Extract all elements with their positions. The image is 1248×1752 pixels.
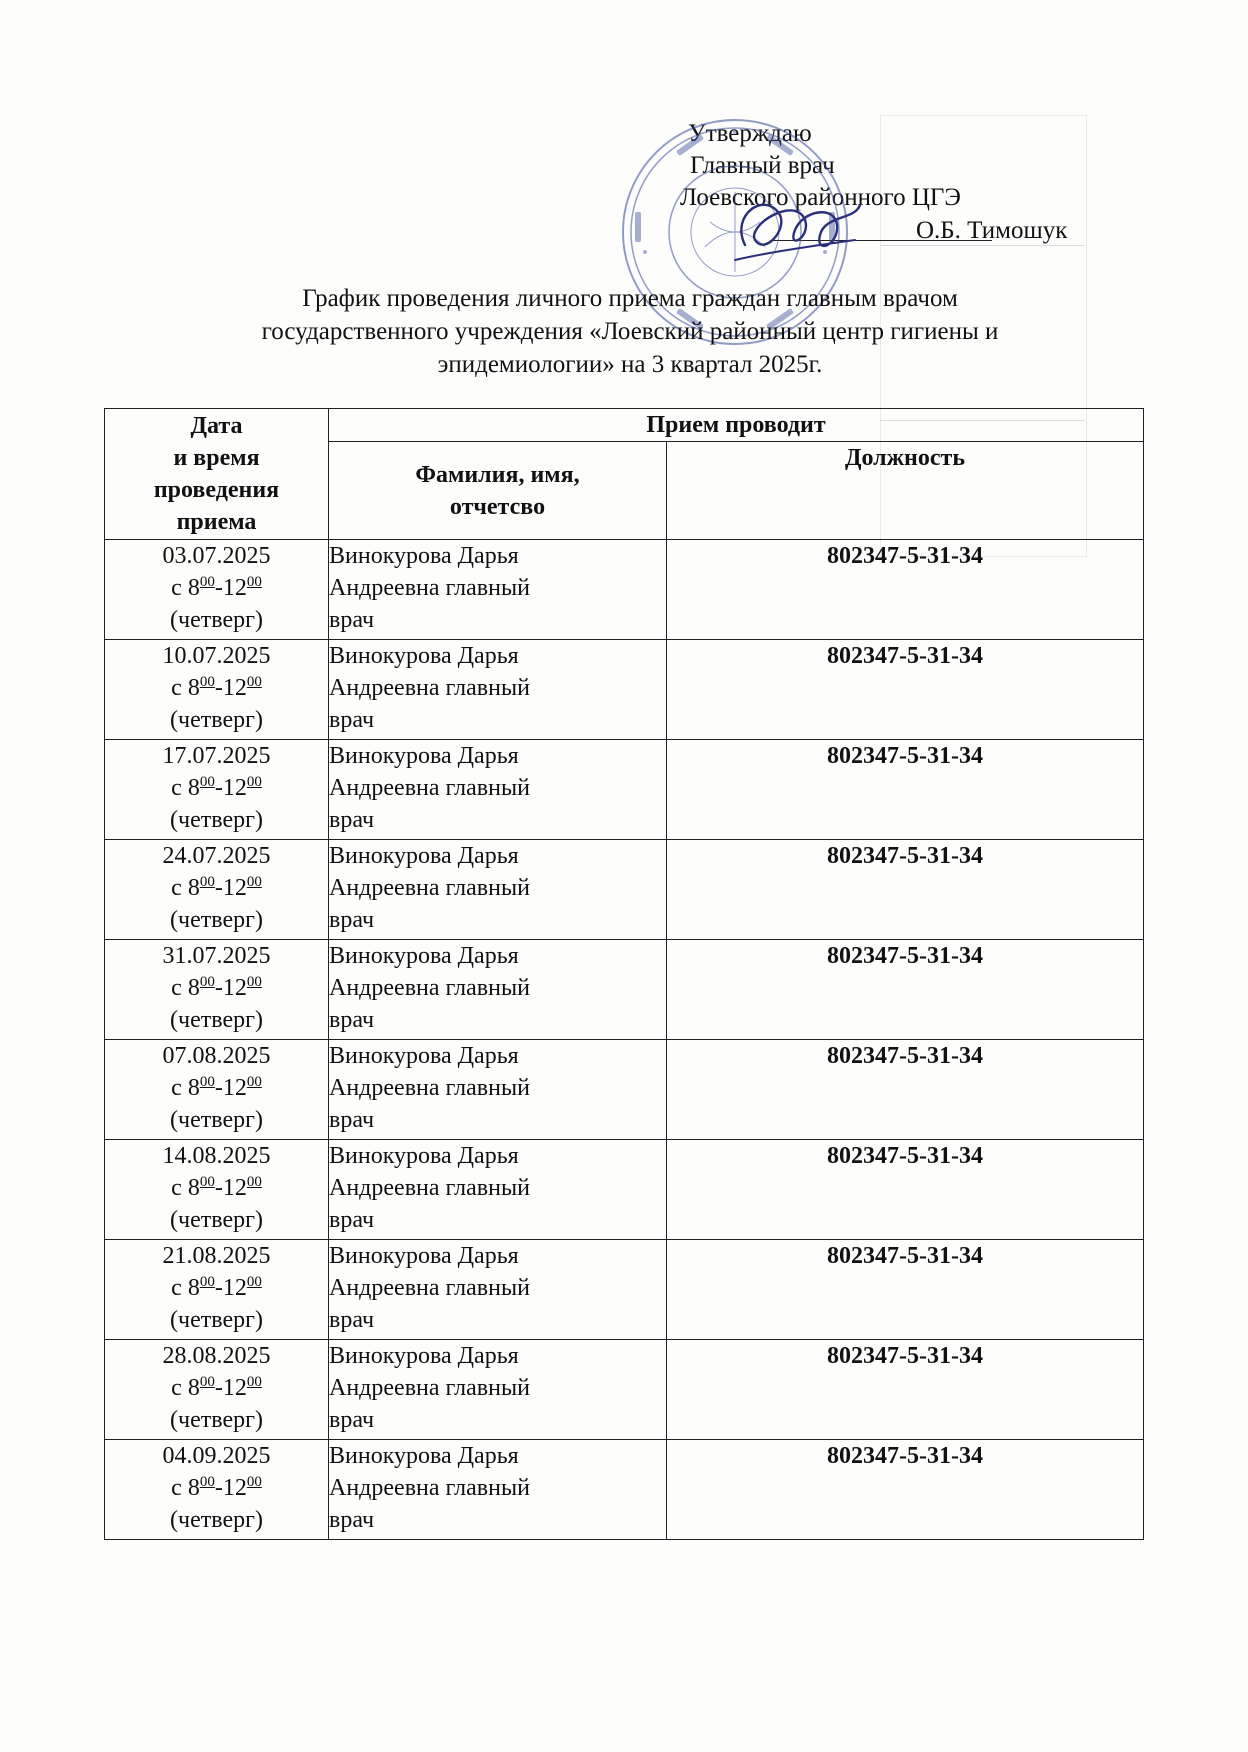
- row-name-line: Андреевна главный: [329, 1375, 530, 1401]
- row-name-line: Андреевна главный: [329, 975, 530, 1001]
- row-name-line: врач: [329, 1207, 375, 1233]
- row-date: 17.07.2025: [162, 743, 271, 769]
- time-end: -12: [214, 1075, 247, 1101]
- time-end-minutes: 00: [246, 1474, 262, 1490]
- date-cell: [105, 1440, 329, 1540]
- row-phone: 802347-5-31-34: [827, 543, 983, 569]
- time-end-minutes: 00: [246, 974, 262, 990]
- phone-cell: [667, 640, 1144, 740]
- row-day: (четверг): [170, 1207, 263, 1233]
- table-row: [105, 740, 1144, 840]
- row-name-line: Винокурова Дарья: [329, 943, 519, 969]
- title-line: эпидемиологии» на 3 квартал 2025г.: [437, 351, 823, 378]
- row-name-line: Винокурова Дарья: [329, 743, 519, 769]
- row-name-line: Андреевна главный: [329, 1075, 530, 1101]
- row-name-line: врач: [329, 1107, 375, 1133]
- row-name-line: Андреевна главный: [329, 1275, 530, 1301]
- name-cell: [329, 540, 667, 640]
- time-end: -12: [214, 675, 247, 701]
- time-end-minutes: 00: [246, 1074, 262, 1090]
- time-start-minutes: 00: [199, 674, 215, 690]
- header-name-line: отчетсво: [449, 493, 546, 520]
- time-end: -12: [214, 1375, 247, 1401]
- time-end-minutes: 00: [246, 1374, 262, 1390]
- row-date: 04.09.2025: [162, 1443, 271, 1469]
- row-name-line: врач: [329, 1507, 375, 1533]
- header-group: Прием проводит: [329, 409, 1144, 442]
- title-line: График проведения личного приема граждан главным врачом: [302, 285, 958, 312]
- name-cell: [329, 1340, 667, 1440]
- row-name-line: врач: [329, 907, 375, 933]
- name-cell: [329, 1040, 667, 1140]
- row-name-line: врач: [329, 1307, 375, 1333]
- table-row: [105, 640, 1144, 740]
- time-start-minutes: 00: [199, 1374, 215, 1390]
- row-time: [105, 1272, 328, 1304]
- header-date-line: Дата: [190, 413, 243, 439]
- name-cell: [329, 640, 667, 740]
- time-start: с 8: [171, 1475, 200, 1501]
- date-cell: [105, 940, 329, 1040]
- header-date-line: и время: [173, 445, 260, 471]
- time-end-minutes: 00: [246, 774, 262, 790]
- phone-cell: [667, 1240, 1144, 1340]
- row-date: 07.08.2025: [162, 1043, 271, 1069]
- time-start-minutes: 00: [199, 574, 215, 590]
- row-name-line: Винокурова Дарья: [329, 543, 519, 569]
- time-end: -12: [214, 575, 247, 601]
- date-cell: [105, 1040, 329, 1140]
- time-start: с 8: [171, 1275, 200, 1301]
- row-name-line: врач: [329, 607, 375, 633]
- row-name-line: Винокурова Дарья: [329, 1143, 519, 1169]
- phone-cell: [667, 540, 1144, 640]
- time-end: -12: [214, 975, 247, 1001]
- phone-cell: [667, 1340, 1144, 1440]
- row-phone: 802347-5-31-34: [827, 743, 983, 769]
- time-start-minutes: 00: [199, 1074, 215, 1090]
- row-name-line: Винокурова Дарья: [329, 1443, 519, 1469]
- phone-cell: [667, 940, 1144, 1040]
- date-cell: [105, 1140, 329, 1240]
- row-day: (четверг): [170, 1407, 263, 1433]
- time-start: с 8: [171, 1375, 200, 1401]
- row-phone: 802347-5-31-34: [827, 1043, 983, 1069]
- table-row: [105, 1040, 1144, 1140]
- name-cell: [329, 1240, 667, 1340]
- date-cell: [105, 640, 329, 740]
- row-name-line: Андреевна главный: [329, 675, 530, 701]
- header-name-line: Фамилия, имя,: [415, 461, 580, 488]
- approval-signatory: О.Б. Тимошук: [916, 217, 1068, 244]
- time-start: с 8: [171, 1175, 200, 1201]
- time-start-minutes: 00: [199, 1474, 215, 1490]
- time-end-minutes: 00: [246, 674, 262, 690]
- row-day: (четверг): [170, 707, 263, 733]
- time-end: -12: [214, 1475, 247, 1501]
- phone-cell: [667, 840, 1144, 940]
- time-end: -12: [214, 1275, 247, 1301]
- row-date: 14.08.2025: [162, 1143, 271, 1169]
- name-cell: [329, 740, 667, 840]
- date-cell: [105, 1340, 329, 1440]
- time-start: с 8: [171, 575, 200, 601]
- handwritten-signature-icon: [725, 185, 865, 275]
- date-cell: [105, 740, 329, 840]
- row-time: [105, 1372, 328, 1404]
- row-name-line: Андреевна главный: [329, 1175, 530, 1201]
- time-end-minutes: 00: [246, 874, 262, 890]
- table-row: [105, 840, 1144, 940]
- row-time: [105, 1472, 328, 1504]
- document-title: [130, 282, 1130, 381]
- name-cell: [329, 1140, 667, 1240]
- table-row: [105, 540, 1144, 640]
- time-end: -12: [214, 875, 247, 901]
- approval-position: Главный врач: [690, 152, 835, 179]
- schedule-rows: [105, 540, 1144, 1540]
- time-start: с 8: [171, 675, 200, 701]
- time-start-minutes: 00: [199, 874, 215, 890]
- row-name-line: Винокурова Дарья: [329, 1043, 519, 1069]
- row-name-line: Андреевна главный: [329, 875, 530, 901]
- table-row: [105, 1440, 1144, 1540]
- date-cell: [105, 840, 329, 940]
- row-day: (четверг): [170, 807, 263, 833]
- row-name-line: врач: [329, 807, 375, 833]
- row-name-line: Винокурова Дарья: [329, 1243, 519, 1269]
- time-start: с 8: [171, 1075, 200, 1101]
- phone-cell: [667, 1040, 1144, 1140]
- row-day: (четверг): [170, 907, 263, 933]
- row-phone: 802347-5-31-34: [827, 1443, 983, 1469]
- row-name-line: Андреевна главный: [329, 775, 530, 801]
- row-phone: 802347-5-31-34: [827, 843, 983, 869]
- date-cell: [105, 1240, 329, 1340]
- row-time: [105, 972, 328, 1004]
- header-date-line: проведения: [153, 477, 280, 503]
- approval-organization: Лоевского районного ЦГЭ: [680, 184, 961, 211]
- table-row: [105, 1240, 1144, 1340]
- time-end: -12: [214, 775, 247, 801]
- row-phone: 802347-5-31-34: [827, 1343, 983, 1369]
- row-name-line: Андреевна главный: [329, 1475, 530, 1501]
- name-cell: [329, 940, 667, 1040]
- row-date: 10.07.2025: [162, 643, 271, 669]
- row-time: [105, 1172, 328, 1204]
- time-start-minutes: 00: [199, 974, 215, 990]
- header-name: [329, 442, 667, 540]
- row-name-line: врач: [329, 1007, 375, 1033]
- title-line: государственного учреждения «Лоевский районный центр гигиены и: [261, 318, 999, 345]
- time-start: с 8: [171, 775, 200, 801]
- phone-cell: [667, 1440, 1144, 1540]
- row-date: 24.07.2025: [162, 843, 271, 869]
- row-name-line: Винокурова Дарья: [329, 1343, 519, 1369]
- time-start-minutes: 00: [199, 1274, 215, 1290]
- row-time: [105, 672, 328, 704]
- row-phone: 802347-5-31-34: [827, 943, 983, 969]
- row-date: 21.08.2025: [162, 1243, 271, 1269]
- phone-cell: [667, 740, 1144, 840]
- header-position: Должность: [667, 442, 1144, 540]
- name-cell: [329, 1440, 667, 1540]
- row-day: (четверг): [170, 1007, 263, 1033]
- time-start: с 8: [171, 975, 200, 1001]
- table-row: [105, 1140, 1144, 1240]
- table-row: [105, 1340, 1144, 1440]
- row-time: [105, 872, 328, 904]
- approval-approve: Утверждаю: [688, 120, 812, 147]
- time-start-minutes: 00: [199, 774, 215, 790]
- time-end: -12: [214, 1175, 247, 1201]
- time-end-minutes: 00: [246, 574, 262, 590]
- row-name-line: Винокурова Дарья: [329, 643, 519, 669]
- row-phone: 802347-5-31-34: [827, 1243, 983, 1269]
- row-day: (четверг): [170, 607, 263, 633]
- header-date-line: приема: [176, 509, 257, 535]
- schedule-table: [104, 408, 1144, 1540]
- row-name-line: Андреевна главный: [329, 575, 530, 601]
- row-name-line: врач: [329, 1407, 375, 1433]
- time-end-minutes: 00: [246, 1274, 262, 1290]
- row-time: [105, 572, 328, 604]
- date-cell: [105, 540, 329, 640]
- row-name-line: Винокурова Дарья: [329, 843, 519, 869]
- row-phone: 802347-5-31-34: [827, 643, 983, 669]
- row-date: 28.08.2025: [162, 1343, 271, 1369]
- row-date: 31.07.2025: [162, 943, 271, 969]
- name-cell: [329, 840, 667, 940]
- row-day: (четверг): [170, 1107, 263, 1133]
- row-phone: 802347-5-31-34: [827, 1143, 983, 1169]
- row-time: [105, 772, 328, 804]
- time-start-minutes: 00: [199, 1174, 215, 1190]
- table-row: [105, 940, 1144, 1040]
- time-end-minutes: 00: [246, 1174, 262, 1190]
- row-day: (четверг): [170, 1507, 263, 1533]
- row-day: (четверг): [170, 1307, 263, 1333]
- row-name-line: врач: [329, 707, 375, 733]
- header-date: [105, 409, 329, 540]
- time-start: с 8: [171, 875, 200, 901]
- phone-cell: [667, 1140, 1144, 1240]
- row-date: 03.07.2025: [162, 543, 271, 569]
- row-time: [105, 1072, 328, 1104]
